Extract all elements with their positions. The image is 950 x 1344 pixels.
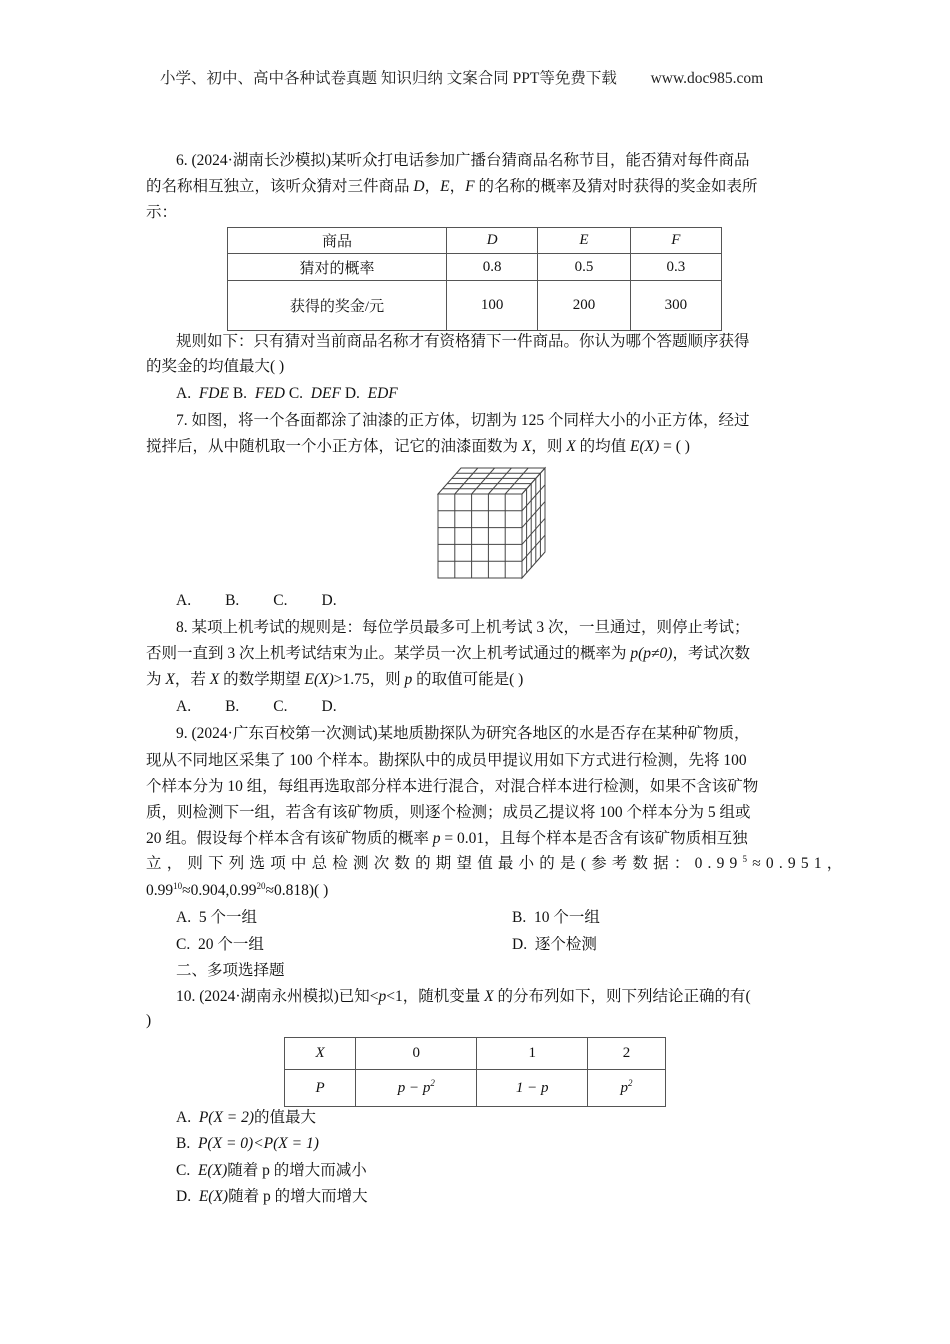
table-cell: 300 bbox=[630, 281, 721, 331]
var-x: X bbox=[521, 438, 532, 455]
q10-line-2: ) bbox=[146, 1012, 152, 1029]
table-header-cell: 2 bbox=[587, 1038, 665, 1070]
q8-line-1: 8. 某项上机考试的规则是：每位学员最多可上机考试 3 次，一旦通过，则停止考试； bbox=[176, 619, 750, 636]
table-cell: 获得的奖金/元 bbox=[228, 281, 447, 331]
table-cell: 猜对的概率 bbox=[228, 254, 447, 281]
table-row bbox=[285, 1070, 666, 1107]
header-website-link[interactable]: www.doc985.com bbox=[650, 70, 764, 87]
table-header-cell: D bbox=[447, 228, 538, 254]
q6-line-1: 6. (2024·湖南长沙模拟)某听众打电话参加广播台猜商品名称节目，能否猜对每件商品 bbox=[176, 152, 750, 169]
q6-text: 的名称相互独立，该听众猜对三件商品 bbox=[146, 178, 414, 195]
q10-option-b[interactable]: B. P(X = 0)<P(X = 1) bbox=[176, 1135, 319, 1152]
var-p: p(p≠0) bbox=[630, 645, 673, 662]
option-a[interactable]: A. FDE bbox=[176, 385, 229, 402]
table-row bbox=[228, 281, 722, 331]
q9-option-a[interactable]: A. 5 个一组 bbox=[176, 909, 257, 926]
table-cell: 0.8 bbox=[447, 254, 538, 281]
option-b[interactable]: B. FED bbox=[232, 385, 285, 402]
page-header bbox=[160, 68, 763, 90]
q10-distribution-table bbox=[284, 1037, 666, 1107]
table-cell: 200 bbox=[538, 281, 630, 331]
option-d[interactable]: D. EDF bbox=[344, 385, 398, 402]
q6-rule-line-2: 的奖金的均值最大( ) bbox=[146, 358, 285, 375]
table-cell: 1 − p bbox=[477, 1070, 588, 1107]
table-header-cell: E bbox=[538, 228, 630, 254]
q6-prize-table bbox=[227, 227, 722, 331]
q7-options bbox=[176, 590, 337, 612]
option-c[interactable]: C. bbox=[273, 698, 288, 715]
q6-options bbox=[176, 383, 398, 405]
table-cell: 100 bbox=[447, 281, 538, 331]
table-cell: $p - p^2$ bbox=[356, 1070, 477, 1107]
q8-options bbox=[176, 696, 337, 718]
option-c[interactable]: C. DEF bbox=[288, 385, 341, 402]
q7-line-1: 7. 如图，将一个各面都涂了油漆的正方体，切割为 125 个同样大小的小正方体，经过 bbox=[176, 412, 750, 429]
q9-line-1: 9. (2024·广东百校第一次测试)某地质勘探队为研究各地区的水是否存在某种矿物质， bbox=[176, 725, 750, 742]
q9-line-7: $0.99^{10}\approx 0.904,0.99^{20}\approx 0.818$)( ) bbox=[146, 881, 329, 899]
header-promo-text: 小学、初中、高中各种试卷真题 知识归纳 文案合同 PPT等免费下载 bbox=[160, 70, 617, 87]
q10-line-1: 10. (2024·湖南永州模拟)已知<p<1，随机变量 X 的分布列如下，则下列结论正确的有( bbox=[176, 988, 751, 1005]
option-a[interactable]: A. bbox=[176, 592, 192, 609]
q9-option-d[interactable]: D. 逐个检测 bbox=[512, 936, 597, 953]
q10-option-c[interactable]: C. E(X)随着 p 的增大而减小 bbox=[176, 1162, 367, 1179]
option-d[interactable]: D. bbox=[321, 698, 337, 715]
table-cell: 0.3 bbox=[630, 254, 721, 281]
q6-rule-line-1: 规则如下：只有猜对当前商品名称才有资格猜下一件商品。你认为哪个答题顺序获得 bbox=[176, 333, 750, 350]
q7-line-2: 搅拌后，从中随机取一个小正方体，记它的油漆面数为 X，则 X 的均值 E(X) = ( ) bbox=[146, 438, 690, 455]
table-header-cell: F bbox=[630, 228, 721, 254]
table-header-row bbox=[285, 1038, 666, 1070]
option-d[interactable]: D. bbox=[321, 592, 337, 609]
expectation-ex: E(X) bbox=[629, 438, 660, 455]
q9-line-3: 个样本分为 10 组，每组再选取部分样本进行混合，对混合样本进行检测，如果不含该矿物 bbox=[146, 778, 759, 795]
var-d: D bbox=[413, 178, 425, 195]
table-header-row bbox=[228, 228, 722, 254]
q9-option-b[interactable]: B. 10 个一组 bbox=[512, 909, 600, 926]
q8-line-2: 否则一直到 3 次上机考试结束为止。某学员一次上机考试通过的概率为 p(p≠0)，考试次数 bbox=[146, 645, 750, 662]
q9-line-2: 现从不同地区采集了 100 个样本。勘探队中的成员甲提议用如下方式进行检测，先将 100 bbox=[146, 752, 747, 769]
q9-line-4: 质，则检测下一组，若含有该矿物质，则逐个检测；成员乙提议将 100 个样本分为 5 组或 bbox=[146, 804, 751, 821]
q8-line-3: 为 X，若 X 的数学期望 E(X)>1.75，则 p 的取值可能是( ) bbox=[146, 671, 524, 688]
q10-option-d[interactable]: D. E(X)随着 p 的增大而增大 bbox=[176, 1188, 368, 1205]
cube-figure bbox=[430, 462, 555, 587]
table-cell: 0.5 bbox=[538, 254, 630, 281]
var-x: X bbox=[566, 438, 576, 455]
q6-line-2: 的名称相互独立，该听众猜对三件商品 D，E，F 的名称的概率及猜对时获得的奖金如表所 bbox=[146, 178, 758, 195]
q9-line-5: 20 组。假设每个样本含有该矿物质的概率 p = 0.01，且每个样本是否含有该矿物质相互独 bbox=[146, 830, 748, 847]
var-e: E bbox=[440, 178, 450, 195]
option-b[interactable]: B. bbox=[225, 698, 240, 715]
table-header-cell: X bbox=[285, 1038, 356, 1070]
table-cell: P bbox=[285, 1070, 356, 1107]
table-header-cell: 0 bbox=[356, 1038, 477, 1070]
q6-text: 的名称的概率及猜对时获得的奖金如表所 bbox=[474, 178, 758, 195]
q9-line-6: 立，则下列选项中总检测次数的期望值最小的是(参考数据：$0.99^5\approx 0.951$， bbox=[146, 854, 848, 872]
option-c[interactable]: C. bbox=[273, 592, 288, 609]
table-header-cell: 1 bbox=[477, 1038, 588, 1070]
table-row bbox=[228, 254, 722, 281]
option-a[interactable]: A. bbox=[176, 698, 192, 715]
option-b[interactable]: B. bbox=[225, 592, 240, 609]
var-f: F bbox=[465, 178, 475, 195]
q9-option-c[interactable]: C. 20 个一组 bbox=[176, 936, 264, 953]
table-header-cell: 商品 bbox=[228, 228, 447, 254]
q10-option-a[interactable]: A. P(X = 2)的值最大 bbox=[176, 1109, 317, 1126]
section-heading: 二、多项选择题 bbox=[176, 962, 285, 979]
q6-line-3: 示： bbox=[146, 204, 178, 221]
table-cell: $p^2$ bbox=[587, 1070, 665, 1107]
